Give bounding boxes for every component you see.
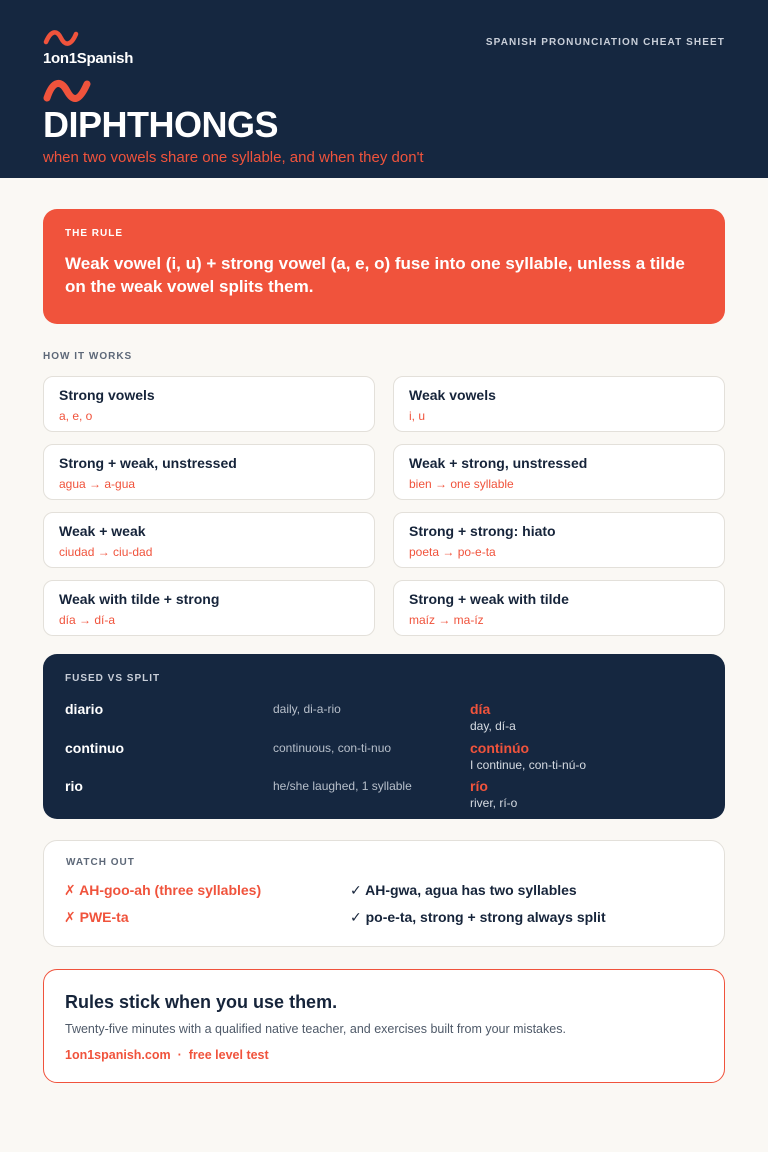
split-gloss: river, rí-o	[470, 796, 518, 810]
rule-item-example: día → dí-a	[59, 613, 116, 627]
fused-gloss: he/she laughed, 1 syllable	[273, 779, 412, 793]
rule-item-title: Strong + weak, unstressed	[59, 455, 237, 471]
watch-out-row	[44, 909, 726, 931]
split-gloss: I continue, con-ti-nú-o	[470, 758, 587, 772]
website-link[interactable]: 1on1spanish.com	[65, 1048, 171, 1062]
fused-gloss: continuous, con-ti-nuo	[273, 741, 392, 755]
level-test-link[interactable]: free level test	[188, 1048, 269, 1062]
rule-item-example: bien → one syllable	[409, 477, 514, 491]
watch-out-label: WATCH OUT	[66, 857, 135, 868]
split-word: día	[470, 701, 491, 717]
header	[0, 0, 768, 178]
right-pronunciation: ✓ AH-gwa, agua has two syllables	[350, 882, 577, 898]
page-subtitle: when two vowels share one syllable, and when they don't	[43, 149, 424, 166]
rule-item-title: Strong vowels	[59, 387, 155, 403]
rule-item-title: Weak with tilde + strong	[59, 591, 220, 607]
link-separator: ·	[177, 1048, 182, 1062]
logo-text[interactable]: 1on1Spanish	[43, 50, 134, 67]
wave-logo-icon	[43, 30, 79, 46]
fused-row	[43, 701, 725, 741]
rule-card	[43, 209, 725, 324]
rule-item-title: Weak + strong, unstressed	[409, 455, 588, 471]
split-word: río	[470, 778, 488, 794]
rule-item-example: poeta → po-e-ta	[409, 545, 496, 559]
cta-links	[65, 1048, 703, 1062]
fused-vs-split-card	[43, 654, 725, 819]
watch-out-card	[43, 840, 725, 947]
rule-item-title: Weak vowels	[409, 387, 496, 403]
split-gloss: day, dí-a	[470, 719, 516, 733]
rule-item	[43, 376, 375, 432]
rule-item-title: Strong + weak with tilde	[409, 591, 569, 607]
fused-row	[43, 778, 725, 818]
rule-item-example: i, u	[409, 409, 426, 423]
rule-item-title: Weak + weak	[59, 523, 146, 539]
wrong-pronunciation: ✗ PWE-ta	[64, 909, 129, 925]
fused-word: rio	[65, 778, 83, 794]
rule-item-example: a, e, o	[59, 409, 93, 423]
rule-item	[43, 580, 375, 636]
cta-title: Rules stick when you use them.	[65, 992, 338, 1012]
rule-item-example: agua → a-gua	[59, 477, 136, 491]
page-title: DIPHTHONGS	[43, 104, 279, 145]
fused-gloss: daily, di-a-rio	[273, 702, 341, 716]
split-word: continúo	[470, 740, 530, 756]
rule-label: THE RULE	[65, 228, 123, 239]
wrong-pronunciation: ✗ AH-goo-ah (three syllables)	[64, 882, 262, 898]
fused-word: continuo	[65, 740, 125, 756]
how-it-works-grid	[43, 376, 725, 636]
sheet-label: SPANISH PRONUNCIATION CHEAT SHEET	[485, 37, 725, 48]
cta-card	[43, 969, 725, 1083]
rule-item	[393, 512, 725, 568]
rule-item	[393, 580, 725, 636]
rule-text: Weak vowel (i, u) + strong vowel (a, e, o) fuse into one syllable, unless a tilde on the weak vowel splits them.	[65, 254, 685, 296]
watch-out-row	[44, 882, 726, 904]
fused-word: diario	[65, 701, 104, 717]
fused-row	[43, 740, 725, 780]
right-pronunciation: ✓ po-e-ta, strong + strong always split	[350, 909, 606, 925]
rule-item	[393, 376, 725, 432]
rule-item	[393, 444, 725, 500]
rule-item-example: ciudad → ciu-dad	[59, 545, 153, 559]
rule-item-example: maíz → ma-íz	[409, 613, 484, 627]
rule-item-title: Strong + strong: hiato	[409, 523, 556, 539]
fused-label: FUSED VS SPLIT	[65, 673, 161, 684]
rule-item	[43, 444, 375, 500]
cta-text: Twenty-five minutes with a qualified native teacher, and exercises built from your mistakes.	[65, 1022, 566, 1036]
how-it-works-label: HOW IT WORKS	[43, 351, 133, 362]
rule-item	[43, 512, 375, 568]
